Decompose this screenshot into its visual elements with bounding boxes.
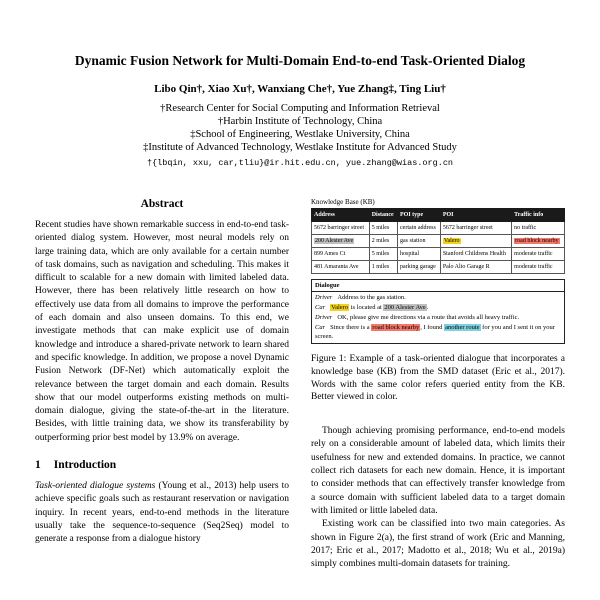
- kb-cell: 1 miles: [369, 261, 397, 274]
- emails-line: †{lbqin, xxu, car,tliu}@ir.hit.edu.cn, yue.zhang@wias.org.cn: [146, 158, 454, 168]
- kb-label: Knowledge Base (KB): [311, 198, 375, 206]
- kb-cell: 5672 barringer street: [312, 222, 370, 235]
- section-title: Introduction: [53, 459, 117, 472]
- authors-line: Libo Qin†, Xiao Xu†, Wanxiang Che†, Yue Zhang‡, Ting Liu†: [154, 83, 446, 95]
- intro-rest: (Young et al., 2013) help users to achieve specific goals such as restaurant reservation or navigation inquiry. In recent years, end-to-end methods in the literature usually take the sequence-to-sequence (Seq2Seq) model to generate a response from a dialogue history: [35, 481, 289, 545]
- left-column: [35, 198, 289, 571]
- dialogue-label: Dialogue: [312, 280, 564, 292]
- kb-cell: parking garage: [398, 261, 441, 274]
- kb-cell: moderate traffic: [512, 248, 565, 261]
- kb-cell: 5 miles: [369, 222, 397, 235]
- kb-header-row: [312, 209, 565, 222]
- dialogue-text: Since there is a: [330, 324, 372, 331]
- kb-cell: Stanford Childrens Health: [440, 248, 511, 261]
- dialogue-text: , I found: [420, 324, 445, 331]
- highlight-red: road block nearby: [372, 324, 420, 331]
- affiliation-line: †Research Center for Social Computing and Information Retrieval: [160, 103, 440, 114]
- right-column: [311, 198, 565, 571]
- dialogue-box: [311, 279, 565, 344]
- kb-header-cell: POI: [440, 209, 511, 222]
- dialogue-row: [312, 302, 564, 312]
- dialogue-text: OK, please give me directions via a route that avoids all heavy traffic.: [337, 314, 520, 321]
- highlight-gray: 200 Alester Ave: [384, 304, 426, 311]
- dialogue-text: for you and I sent it on your screen.: [315, 324, 555, 340]
- right-paragraph-1: Though achieving promising performance, end-to-end models rely on a considerable amount of labeled data, which limits their usefulness for new and extended domains. In practice, we cannot collect rich datasets for each new domain. Hence, it is important to consider methods that can effectively transfer knowledge from a source domain with sufficient labeled data to a target domain with limited or little labeled data.: [311, 426, 565, 516]
- affiliations-block: [35, 102, 565, 154]
- abstract-heading: Abstract: [140, 198, 184, 210]
- affiliation-line: ‡School of Engineering, Westlake University, China: [190, 129, 410, 140]
- kb-cell: 2 miles: [369, 235, 397, 248]
- dialogue-row: [312, 312, 564, 322]
- dialogue-text: .: [426, 304, 429, 311]
- kb-cell: [312, 235, 370, 248]
- dialogue-text: Address to the gas station.: [337, 294, 406, 301]
- kb-header-cell: Traffic info: [512, 209, 565, 222]
- highlight-gray: 200 Alester Ave: [315, 238, 354, 244]
- kb-row: [312, 222, 565, 235]
- kb-cell: certain address: [398, 222, 441, 235]
- kb-cell: hospital: [398, 248, 441, 261]
- kb-cell: [512, 235, 565, 248]
- kb-cell: moderate traffic: [512, 261, 565, 274]
- dialogue-row: [312, 292, 564, 302]
- intro-paragraph: [35, 480, 289, 546]
- kb-row: [312, 235, 565, 248]
- kb-cell: no traffic: [512, 222, 565, 235]
- kb-cell: Palo Alto Garage R: [440, 261, 511, 274]
- kb-cell: 5672 barringer street: [440, 222, 511, 235]
- figure-1: [311, 198, 565, 404]
- kb-row: [312, 261, 565, 274]
- kb-cell: gas station: [398, 235, 441, 248]
- speaker-label: Car: [315, 324, 326, 331]
- figure-1-caption: Figure 1: Example of a task-oriented dialogue that incorporates a knowledge base (KB) from the SMD dataset (Eric et al., 2017). Words with the same color refers queried entity from the KB. Better viewed in color.: [311, 354, 565, 403]
- right-paragraph-2: Existing work can be classified into two main categories. As shown in Figure 2(a), the first strand of work (Eric and Manning, 2017; Eric et al., 2017; Madotto et al., 2018; Wu et al., 2019a) simply combines multi-domain datasets for training.: [311, 519, 565, 570]
- dialogue-text: is located at: [349, 304, 384, 311]
- kb-cell: [440, 235, 511, 248]
- two-column-body: [35, 198, 565, 571]
- kb-cell: 5 miles: [369, 248, 397, 261]
- dialogue-row: [312, 322, 564, 341]
- abstract-text: Recent studies have shown remarkable success in end-to-end task-oriented dialog system. However, most neural models rely on large training data, which are only available for a certain number of task domains, such as navigation and scheduling. This makes it difficult to scalable for a new domain with limited labeled data. However, there has been relatively little research on how to effectively use data from all domains to improve the performance of each domain and also unseen domains. To this end, we investigate methods that can make explicit use of domain knowledge and introduce a shared-private network to learn shared and specific knowledge. In addition, we propose a novel Dynamic Fusion Network (DF-Net) which automatically exploit the relevance between the target domain and each domain. Results show that our model outperforms existing methods on multi-domain dialogue, giving the state-of-the-art in the literature. Besides, with little training data, we show its transferability by outperforming prior best model by 13.9% on average.: [35, 220, 289, 443]
- kb-header-cell: Distance: [369, 209, 397, 222]
- section-number: 1: [35, 459, 41, 472]
- kb-header-cell: Address: [312, 209, 370, 222]
- section-1-heading: [35, 459, 289, 471]
- affiliation-line: †Harbin Institute of Technology, China: [217, 116, 383, 127]
- speaker-label: Driver: [315, 294, 333, 301]
- highlight-yellow: Valero: [331, 304, 349, 311]
- speaker-label: Driver: [315, 314, 333, 321]
- intro-lead-italic: Task-oriented dialogue systems: [35, 481, 156, 492]
- kb-cell: 481 Amaranta Ave: [312, 261, 370, 274]
- highlight-blue: another route: [445, 324, 480, 331]
- kb-cell: 899 Ames Ct: [312, 248, 370, 261]
- kb-row: [312, 248, 565, 261]
- speaker-label: Car: [315, 304, 326, 311]
- kb-table: [311, 208, 565, 274]
- paper-title: Dynamic Fusion Network for Multi-Domain End-to-end Task-Oriented Dialog: [74, 53, 526, 68]
- affiliation-line: ‡Institute of Advanced Technology, Westlake Institute for Advanced Study: [143, 142, 457, 153]
- kb-header-cell: POI type: [398, 209, 441, 222]
- highlight-red: road block nearby: [515, 238, 559, 244]
- highlight-yellow: Valero: [443, 238, 460, 244]
